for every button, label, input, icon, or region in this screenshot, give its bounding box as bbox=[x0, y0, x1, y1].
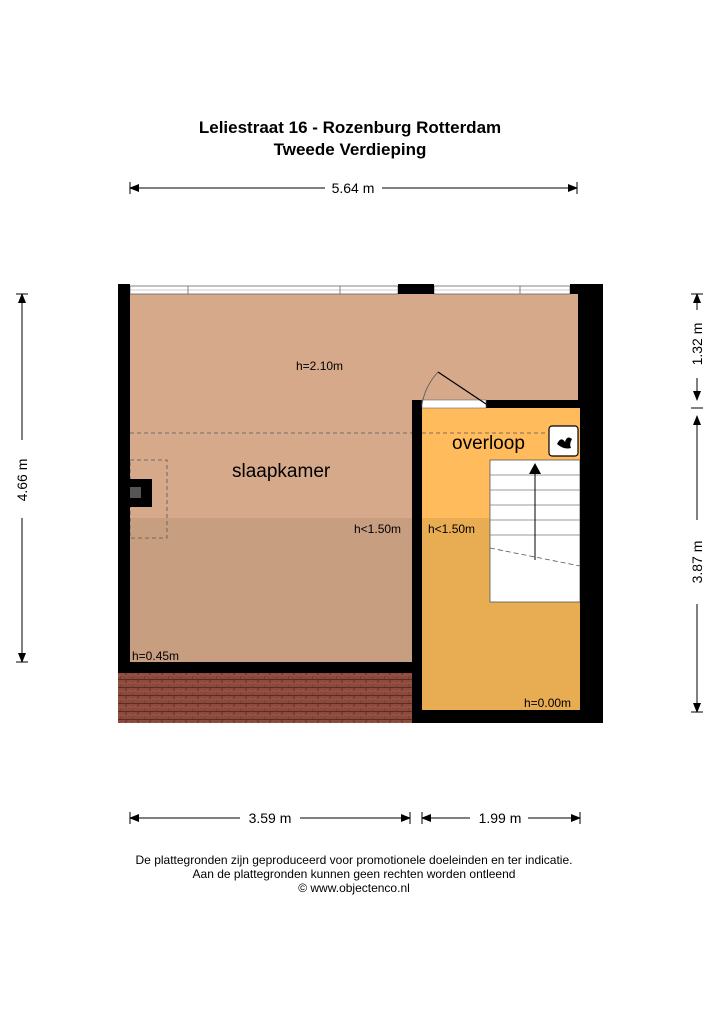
bedroom-label: slaapkamer bbox=[232, 461, 331, 482]
bottom-dimension bbox=[130, 810, 580, 826]
plan-title: Leliestraat 16 - Rozenburg Rotterdam bbox=[198, 118, 502, 137]
dim-top-width: 5.64 m bbox=[331, 180, 375, 196]
bedroom-height-edge: h=0.45m bbox=[132, 649, 180, 663]
plan-subtitle: Tweede Verdieping bbox=[273, 140, 427, 159]
dim-right-lower: 3.87 m bbox=[689, 540, 705, 584]
dim-bottom-left: 3.59 m bbox=[248, 810, 292, 826]
landing-height-floor: h=0.00m bbox=[524, 696, 572, 710]
bedroom-height-main: h=2.10m bbox=[296, 359, 344, 373]
dim-bottom-right: 1.99 m bbox=[478, 810, 522, 826]
disclaimer-line-2: Aan de plattegronden kunnen geen rechten worden ontleend bbox=[192, 867, 516, 881]
copyright-link[interactable]: © www.objectenco.nl bbox=[298, 881, 410, 895]
dim-right-upper: 1.32 m bbox=[689, 322, 705, 366]
disclaimer-line-1: De plattegronden zijn geproduceerd voor promotionele doeleinden en ter indicatie. bbox=[135, 853, 573, 867]
right-dimension bbox=[689, 294, 705, 712]
top-dimension bbox=[130, 180, 577, 196]
landing-label: overloop bbox=[452, 433, 525, 454]
staircase bbox=[490, 460, 580, 602]
bedroom-height-low: h<1.50m bbox=[354, 522, 402, 536]
roof-tiles bbox=[118, 673, 412, 723]
top-windows bbox=[130, 286, 570, 294]
dim-left-height: 4.66 m bbox=[14, 458, 30, 502]
left-dimension bbox=[14, 294, 30, 662]
boiler-icon bbox=[549, 426, 578, 456]
landing-height-low: h<1.50m bbox=[428, 522, 476, 536]
